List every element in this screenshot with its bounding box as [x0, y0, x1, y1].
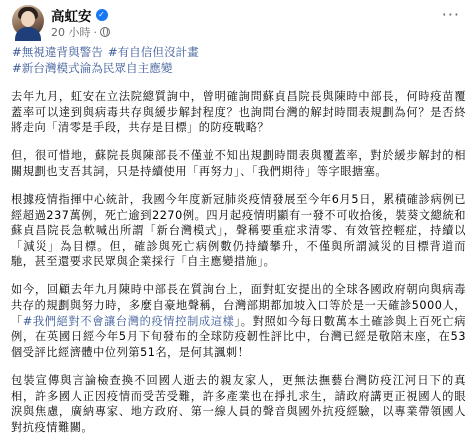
more-icon[interactable]: ···: [441, 5, 460, 24]
globe-icon[interactable]: [100, 27, 110, 37]
post-header: [11, 0, 466, 44]
post-paragraph: 根據疫情指揮中心統計，我國今年度新冠肺炎疫情發展至今年6月5日，累積確診病例已經超過237萬例，死亡逾到2270例。四月起疫情明顯有一發不可收拾後，裝葵文總統和蘇貞昌院長急軟喊出所謂「新台灣模式」，聲稱要重症求清零、有效管控輕症，持續以「減災」為目標。但，確診與死亡病例數仍持續攀升，不僅與所謂減災的目標背道而馳，甚至還要求民眾與企業採行「自主應變措施」。: [11, 192, 466, 269]
post-paragraph: 包裝宣傳與言論檢查換不回國人逝去的親友家人，更無法撫藝台灣防疫江河日下的真相，許多國人正因疫情而受苦受難，許多產業也在掙扎求生，請政府講更正視國人的眼淚與焦慮，廣納專家、地方政府、第一線人員的聲音與國外抗疫經驗，以專業帶領國人對抗疫情難關。: [11, 373, 466, 434]
hashtag-link[interactable]: #無視違背與警告: [12, 45, 103, 59]
hashtag-link[interactable]: #新台灣模式淪為民眾自主應變: [12, 61, 173, 75]
post-paragraph: [11, 282, 466, 360]
verified-icon: ✓: [96, 9, 108, 21]
hashtag-link[interactable]: #有自信但沒計畫: [107, 45, 199, 59]
post-paragraph: 但，很可惜地，蘇院長與陳部長不僅並不知出規劃時間表與覆蓋率，對於緩步解封的相關規劃也支吾其詞，只是持續使用「再努力」、「我們期待」等字眼搪塞。: [11, 149, 466, 178]
hashtag-list: [11, 44, 466, 76]
author-name[interactable]: 高虹安: [51, 9, 92, 25]
hashtag-link[interactable]: #我們絕對不會讓台灣的疫情控制成這樣: [22, 314, 235, 328]
avatar[interactable]: [12, 5, 44, 37]
paragraph-text: 」。對照如今每日數萬本土確診與上百死亡病例，在英國日經今年5月下旬發布的全球防疫韌性評比中，台灣已經是敬陪末座，在53個受評比經濟體中位列第51名，是何其諷刺！: [11, 314, 466, 359]
post-meta: 20 小時 ·: [51, 24, 110, 40]
post-body: [11, 89, 466, 435]
post-paragraph: 去年九月，虹安在立法院總質詢中，曾明確詢問蘇貞昌院長與陳時中部長，何時疫苗覆蓋率可以達到與病毒共存與緩步解封程度？也詢問台灣的解封時間表規劃為何？是否終將走向「清零是手段，共存是目標」的防疫戰略？: [11, 90, 466, 135]
author-row: [51, 5, 108, 25]
paragraph-text: 如今，回顧去年九月陳時中部長在質詢台上，面對虹安提出的全球各國政府朝向與病毒共存的規劃與努力時，多麼自豪地聲稱，台灣部期都加坡入口等於是一天確診5000人，「: [11, 283, 466, 328]
post-time[interactable]: 20 小時: [51, 26, 91, 39]
